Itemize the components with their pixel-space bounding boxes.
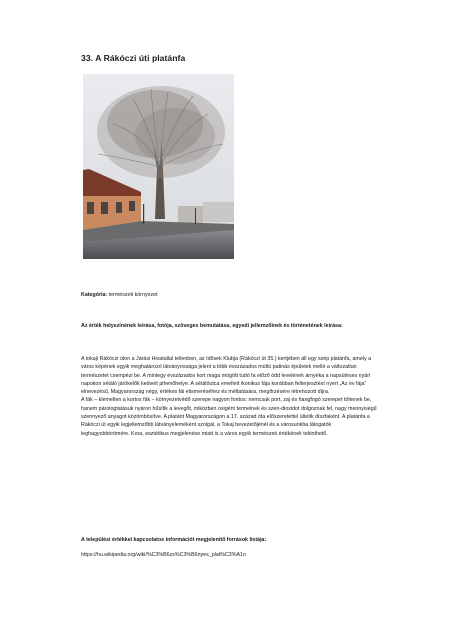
category-label: Kategória: bbox=[81, 292, 108, 298]
sources-heading: A települési értékkel kapcsolatos információt megjelenítő források listája: bbox=[81, 537, 267, 543]
description-paragraph: A fák – klemelten a kortos fák – környezetvédő szerepe nagyon fontos: nemcsak port, zaj és hangfogó szerepet töltenek be, hanem párologtatásuk nyáron hűsítik a levegőt, miközben oxigént termelnek és szén-dioxidot dolgoznak fel, nagy mennyiségű szennyező anyagot közömbösítve. A platánt Magyarországon a 17. század óta előszeretettel ültetik díszfaként. A platánfa a Rákóczi út egyik legjellemzőbb látványeleméként szolgál, a Tokaj bevezetőjénél és a városunkba látogatók leghagyobbörömére. Kora, esztétikus megjelenése miatt is a város egyik természeti értékének tekinthető. bbox=[81, 397, 377, 437]
description-body bbox=[81, 355, 381, 438]
category-line bbox=[81, 291, 381, 299]
description-paragraph: A tokaji Rákóczi úton a Járási Hivatallal tellenben, az Idősek Klubja (Rákóczi út 35.) kertjében áll egy szép platánfa, amely a város képének egyik meghatározó látványossága jelent a több évszázados múltú patinás épületek mellé a változatlan természetet csempézi be. A mintegy évszázados kort maga mögött tudó fa előző ódd levelének árnyéka a napsütéses nyári napokon sétáló járókelők kedvelt pihenőhelye. A sétálóutca emellett ikonikus fája korábban felterjesztést nyert „Az év fája” elnevezésű, Magyarország négy, értékes fái elismeréséhez és méltatására, megőrzésére létrehozott díjra. bbox=[81, 356, 372, 396]
category-value: természeti környezet bbox=[108, 292, 158, 298]
source-link[interactable]: https://hu.wikipedia.org/wiki/%C3%B6zs%C3%B6nyes_plat%C3%A1n bbox=[81, 552, 246, 558]
document-title: 33. A Rákóczi úti platánfa bbox=[81, 53, 186, 63]
platan-tree-photo bbox=[83, 74, 234, 259]
section-heading: Az érték helyszínének leírása, fotója, szöveges bemutatása, egyedi jellemzőinek és történetének leírása: bbox=[81, 323, 343, 329]
